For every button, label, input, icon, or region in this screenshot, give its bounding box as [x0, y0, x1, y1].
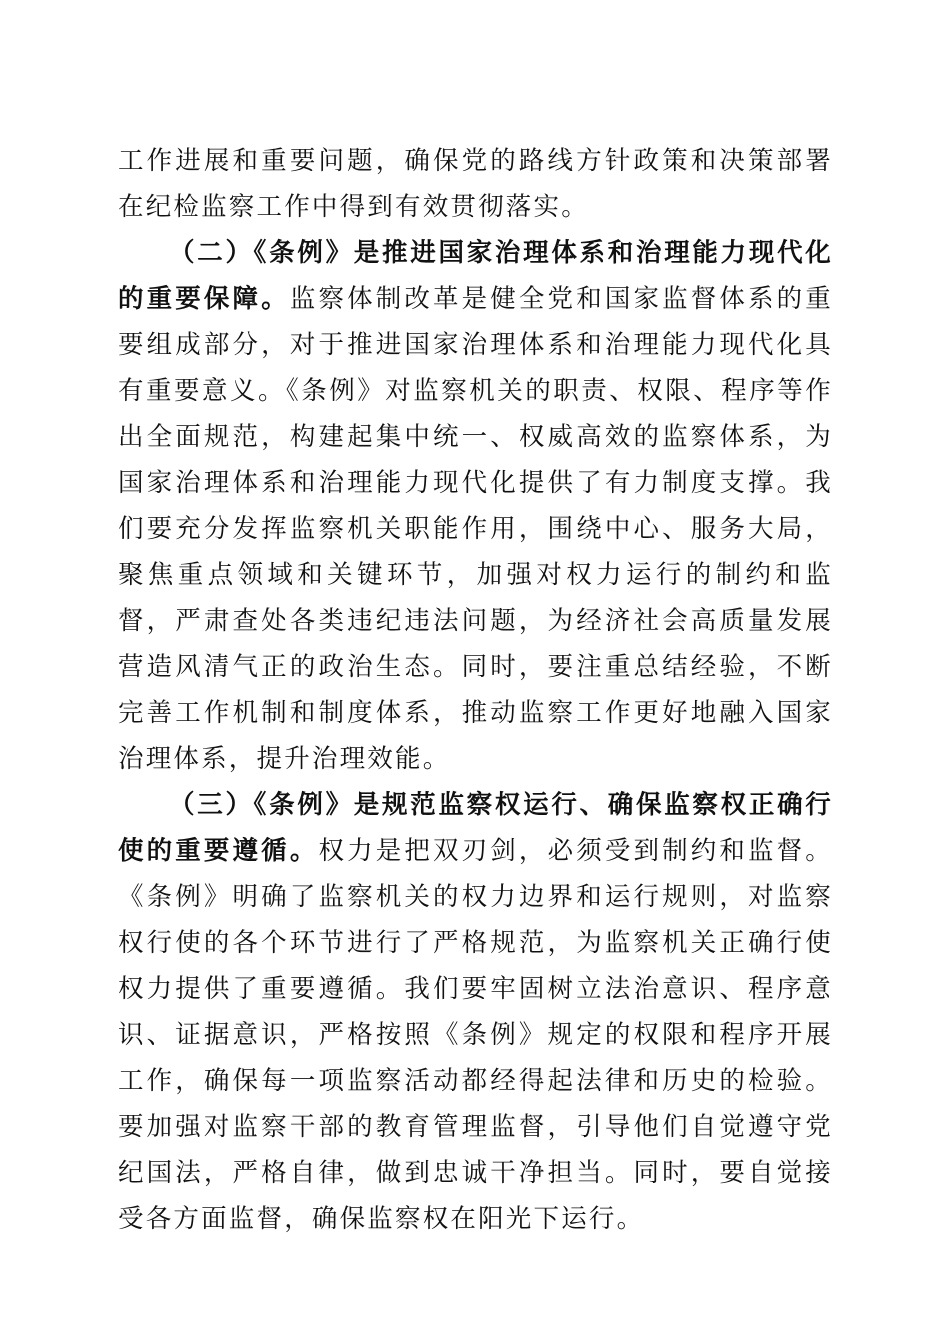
section-three-body: 权力是把双刃剑，必须受到制约和监督。《条例》明确了监察机关的权力边界和运行规则，对监察权行使的各个环节进行了严格规范，为监察机关正确行使权力提供了重要遵循。我们要牢固树立法治意识、程序意识、证据意识，严格按照《条例》规定的权限和程序开展工作，确保每一项监察活动都经得起法律和历史的检验。要加强对监察干部的教育管理监督，引导他们自觉遵守党纪国法，严格自律，做到忠诚干净担当。同时，要自觉接受各方面监督，确保监察权在阳光下运行。: [118, 836, 833, 1234]
section-two-heading: （二）《条例》是推进国家治理体系和治理能力现代化的重要保障。: [118, 238, 833, 314]
paragraph-continuation: [118, 138, 833, 230]
section-three-paragraph: [118, 782, 833, 1242]
section-three-heading: （三）《条例》是规范监察权运行、确保监察权正确行使的重要遵循。: [118, 790, 833, 866]
document-page: [118, 138, 833, 1242]
paragraph-text: 工作进展和重要问题，确保党的路线方针政策和决策部署在纪检监察工作中得到有效贯彻落实。: [118, 146, 833, 222]
section-two-body: 监察体制改革是健全党和国家监督体系的重要组成部分，对于推进国家治理体系和治理能力现代化具有重要意义。《条例》对监察机关的职责、权限、程序等作出全面规范，构建起集中统一、权威高效的监察体系，为国家治理体系和治理能力现代化提供了有力制度支撑。我们要充分发挥监察机关职能作用，围绕中心、服务大局，聚焦重点领域和关键环节，加强对权力运行的制约和监督，严肃查处各类违纪违法问题，为经济社会高质量发展营造风清气正的政治生态。同时，要注重总结经验，不断完善工作机制和制度体系，推动监察工作更好地融入国家治理体系，提升治理效能。: [118, 284, 833, 774]
section-two-paragraph: [118, 230, 833, 782]
